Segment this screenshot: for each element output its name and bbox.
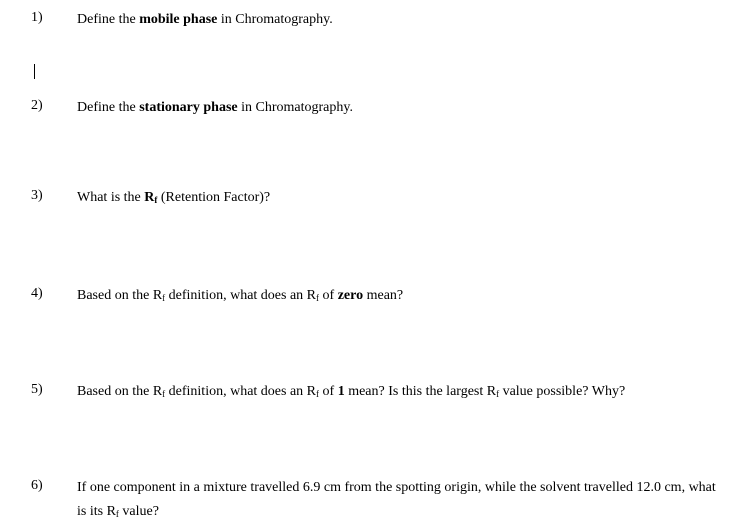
question-number: 3) — [31, 188, 43, 203]
question-text: Based on the $R_f$ definition, what does an $R_f$ of 1 mean? Is this the largest $R_f$ value possible? Why? — [77, 384, 626, 399]
question-number: 5) — [31, 382, 43, 397]
question-number: 1) — [31, 10, 43, 25]
question-text: Based on the $R_f$ definition, what does an $R_f$ of zero mean? — [77, 288, 404, 303]
question-text: If one component in a mixture travelled 6.9 cm from the spotting origin, while the solvent travelled 12.0 cm, what is its $R_f$ value? — [77, 480, 716, 519]
text-cursor — [34, 64, 35, 79]
question-text: What is the $R_f$ (Retention Factor)? — [77, 190, 271, 205]
question-number: 2) — [31, 98, 43, 113]
question-text: Define the mobile phase in Chromatography. — [77, 12, 333, 27]
question-text: Define the stationary phase in Chromatography. — [77, 100, 353, 115]
question-number: 6) — [31, 478, 43, 493]
question-number: 4) — [31, 286, 43, 301]
